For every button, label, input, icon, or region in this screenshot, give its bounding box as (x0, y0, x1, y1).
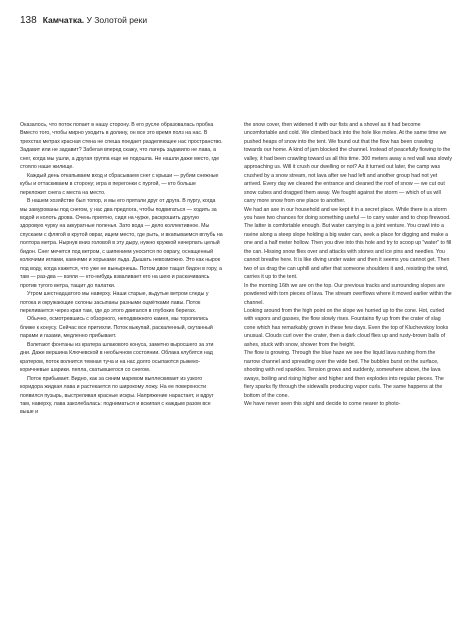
paragraph: In the morning 16th we are on the top. Our previous tracks and surrounding slopes are powdered with torn pieces of lava. The stream overflows where it moved earlier within the channel. (244, 282, 452, 306)
paragraph: The flow is growing. Through the blue haze we see the liquid lava rushing from the narrow channel and spreading over the wide bed. The bubbles burst on the surface, shooting with red sparkles. Tension grows and suddenly, somewhere above, the lava sways, boiling and rising higher and higher and then explodes into regular pieces. The fiery sparks fly through the sidewalls producing vapor curls. The same happens at the bottom of the cone. (244, 350, 444, 399)
paragraph: We have never seen this sight and decide to come nearer to photo- (244, 400, 401, 407)
paragraph: Looking around from the high point on the slope we hurried up to the cone. Hot, curled with vapors and gasses, the flow slowly rises. Fountains fly up from the crater of slag cone which has remarkably grown in these few days. Even the top of Kluchevskoy looks unusual. Clouds curl over the crater, then a dark cloud flies up and rusty-brown balls of ashes, stuck with snow, shower from the height. (244, 307, 449, 348)
paragraph: Оказалось, что поток попает в нашу сторону. В его русле образовалась пробка Вместо того, чтобы мирно уходить в долину, он все это время полз на нас. В трехстах метрах красная стена не спеша поедает разделяющее нас пространство. Задавит или не задавит? Забегая вперед скажу, что лагерь задавило не лава, а снег, когда мы ушли, а другая группа еще не подошла. Не нашли даже место, где стояло наше жилище. (20, 122, 223, 171)
paragraph: Поток прибывает. Видно, как за синим маревом выплескивает из узкого коридора жидкая лава и растекается по широкому ложу. На ее поверхности появился пузырь, выстреливая красные искры. Напряжение нарастает, и вдруг там, наверху, лава заколебалась: подниматься и вскипая с каждым разом все выше и (20, 375, 214, 416)
english-text-column (244, 121, 452, 408)
running-title-bold: Камчатка. (42, 15, 85, 25)
running-header (20, 14, 147, 27)
russian-text-column (20, 121, 223, 417)
paragraph: Каждый день откапываем вход и сбрасываем снег с крыши — рубим снежные кубы и оттаскиваем в сторону; игра в перегонки с пургой, — кто больше переложит снега с места на место. (20, 172, 219, 196)
paragraph: the snow cover, then widened it with our fists and a shovel as it had become uncomfortable and cold. We climbed back into the hole like moles. At the same time we pushed heaps of snow into the tent. We found out that the flow has been crawling towards our home. A kind of jam blocked the channel. Instead of peacefully flowing to the valley, it had been crawling toward us all this time. 300 meters away a red wall was slowly approaching us. Will it crush our dwelling or not? As it turned out later, the camp was crushed by a snow stream, not lava after we had left and another group had not yet arrived. Every day we cleared the entrance and cleaned the roof of snow — we cut out snow cubes and dragged them away. We fought against the storm — which of us will carry more snow from one place to another. (244, 122, 452, 205)
paragraph: We had an axe in our household and we kept it in a secret place. While there is a storm you have two chances for doing something useful — to carry water and to chop firewood. The latter is comfortable enough. But water carrying is a joint venture. You crawl into a ravine along a steep slope holding a big water can, seek a place for digging and make a one and a half meter hollow. Then you dive into this hole and try to scoop up "water" to fill the can. Hissing snow flies over and attacks with stones and ice pins and needles. You cannot breathe here. It is like diving under water and then it seems you cannot get. Then two of us drag the can uphill and after that someone shoulders it and, resisting the wind, carries it up to the tent. (244, 206, 452, 281)
running-title-rest: У Золотой реки (84, 15, 148, 25)
running-title (43, 14, 147, 26)
paragraph: Утром шестнадцатого мы наверху. Наши старые, вьдутые ветром следы у потока и окружающие склоны засыпаны разными оцмётками лавы. Поток переливается через края там, где до этого двигался в глубоких берегах. (20, 291, 209, 314)
paragraph: Взлетают фонтаны из кратера шлакового конуса, заметно выросшего за эти дни. Даже вершина Ключевской в необычном состоянии. Облака клубятся над кратером, поток волнится темная туча и на нас долго осыпаются рыжеко-коричневые шарики. пепла, скатывшегося со снегом. (20, 341, 214, 374)
paragraph: Обычно, осмотревшись с обзорного, неподвижного камня, мы торопились ближе к конусу. Сейчас все притихли. Поток выкупай, раскаленный, скутанный парами и газами, медленно прибывает. (20, 316, 213, 340)
page-number: 138 (20, 15, 37, 26)
paragraph: В нашем хозяйстве был топор, и мы его прятали друг от друга. В пургу, когда мы замурованы под снегом, у нас два предлога, чтобы подвигаться — ходить за водой и колоть дрова. Очень приятно, сидя на чурке, раскрошить другую здоровую чурку на аккуратные поленья. Зато вода — дело коллективное. Мы спускаем с флягой в крутой овраг, ищем место, где рыть, и вкапываемся вглубь на полтора метра. Нырнув вниз головой в эту дыру, нужно кружкой начерпать целый бидон. Снег мечется под ветром, с шипением уносится по оврагу, оснащенный колючими иглами, камнями и хорьками льда. Дышать невозможно. Это как нырок под воду, когда кажется, что уже не вынырнешь. Потом двое тащат бидон в гору, а там — раз-два — взяли — кто-нибудь взваливает его на шею и раскачиваясь против тугого ветра, тащит до палатки. (20, 198, 223, 289)
